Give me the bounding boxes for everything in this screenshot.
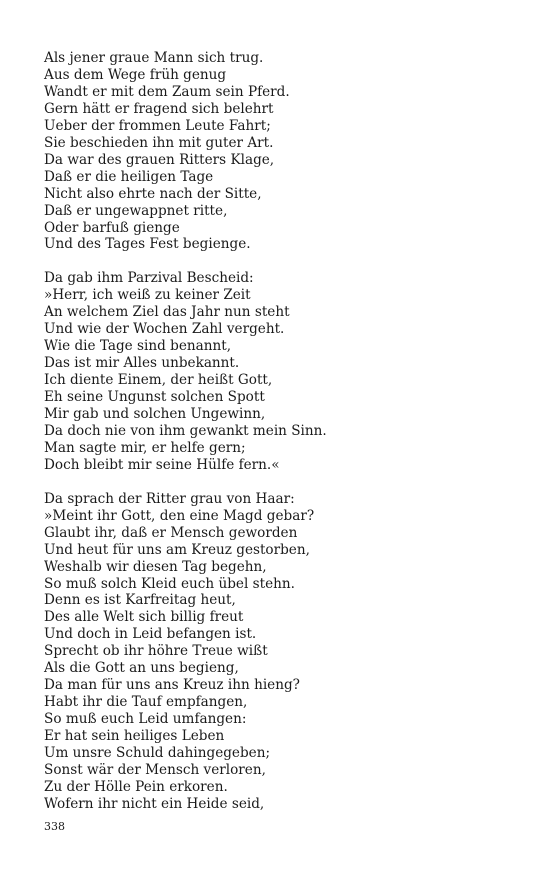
- verse-line: Da doch nie von ihm gewankt mein Sinn.: [44, 422, 327, 439]
- verse-line: Sonst wär der Mensch verloren,: [44, 762, 266, 778]
- verse-line: Doch bleibt mir seine Hülfe fern.«: [44, 456, 280, 473]
- verse-line: Wandt er mit dem Zaum sein Pferd.: [44, 83, 290, 100]
- verse-line: Da gab ihm Parzival Bescheid:: [44, 270, 254, 287]
- verse-line: Zu der Hölle Pein erkoren.: [44, 778, 228, 795]
- verse-line: Oder barfuß gienge: [44, 219, 180, 236]
- verse-line: Als jener graue Mann sich trug.: [44, 50, 264, 66]
- verse-line: Wofern ihr nicht ein Heide seid,: [44, 795, 265, 812]
- verse-line: Glaubt ihr, daß er Mensch geworden: [44, 524, 298, 541]
- verse-line: »Meint ihr Gott, den eine Magd gebar?: [44, 507, 315, 524]
- stanza-3: [44, 491, 524, 813]
- verse-line: Sie beschieden ihn mit guter Art.: [44, 134, 274, 151]
- verse-line: Ich diente Einem, der heißt Gott,: [44, 372, 273, 389]
- verse-line: Ueber der frommen Leute Fahrt;: [44, 117, 271, 134]
- verse-line: Und wie der Wochen Zahl vergeht.: [44, 321, 285, 338]
- stanza-1: [44, 50, 524, 253]
- verse-line: Er hat sein heiliges Leben: [44, 728, 225, 745]
- verse-line: Des alle Welt sich billig freut: [44, 609, 244, 626]
- page-number: 338: [44, 820, 65, 833]
- verse-line: Und heut für uns am Kreuz gestorben,: [44, 541, 310, 558]
- verse-line: Da sprach der Ritter grau von Haar:: [44, 490, 295, 507]
- verse-line: Denn es ist Karfreitag heut,: [44, 592, 236, 609]
- verse-line: Wie die Tage sind benannt,: [44, 338, 232, 355]
- verse-line: Da man für uns ans Kreuz ihn hieng?: [44, 677, 300, 694]
- verse-line: Mir gab und solchen Ungewinn,: [44, 406, 266, 422]
- verse-line: An welchem Ziel das Jahr nun steht: [44, 304, 290, 321]
- verse-line: »Herr, ich weiß zu keiner Zeit: [44, 287, 251, 304]
- verse-line: Nicht also ehrte nach der Sitte,: [44, 185, 262, 202]
- verse-line: Das ist mir Alles unbekannt.: [44, 355, 240, 372]
- verse-line: Als die Gott an uns begieng,: [44, 660, 239, 677]
- verse-line: Da war des grauen Ritters Klage,: [44, 151, 275, 168]
- verse-line: Gern hätt er fragend sich belehrt: [44, 100, 274, 117]
- verse-line: Weshalb wir diesen Tag begehn,: [44, 558, 267, 575]
- verse-line: Daß er die heiligen Tage: [44, 168, 214, 185]
- verse-line: So muß solch Kleid euch übel stehn.: [44, 575, 295, 592]
- verse-line: Um unsre Schuld dahingegeben;: [44, 745, 271, 762]
- verse-line: Und doch in Leid befangen ist.: [44, 626, 257, 643]
- verse-line: Sprecht ob ihr höhre Treue wißt: [44, 643, 268, 660]
- verse-line: Habt ihr die Tauf empfangen,: [44, 694, 248, 711]
- verse-line: Aus dem Wege früh genug: [44, 66, 227, 83]
- verse-line: Eh seine Ungunst solchen Spott: [44, 389, 265, 406]
- verse-line: So muß euch Leid umfangen:: [44, 711, 247, 728]
- verse-line: Und des Tages Fest begienge.: [44, 236, 251, 253]
- verse-line: Man sagte mir, er helfe gern;: [44, 439, 246, 456]
- verse-line: Daß er ungewappnet ritte,: [44, 202, 228, 219]
- stanza-2: [44, 270, 524, 473]
- poem-text: [44, 50, 524, 813]
